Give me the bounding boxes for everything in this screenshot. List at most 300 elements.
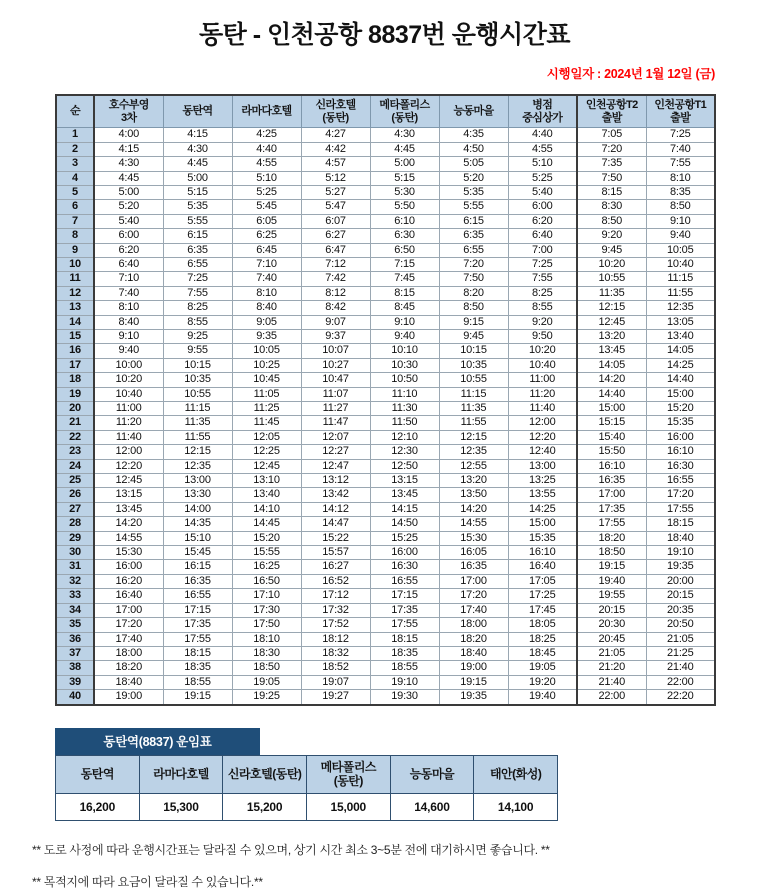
departure-time-cell: 20:50	[646, 618, 715, 632]
departure-time-cell: 14:55	[439, 517, 508, 531]
departure-time-cell: 6:25	[232, 229, 301, 243]
departure-time-cell: 11:25	[232, 402, 301, 416]
timetable-col-header: 라마다호텔	[232, 95, 301, 128]
fare-value-cell: 14,600	[390, 793, 474, 820]
table-row	[56, 157, 715, 171]
fare-col-header: 능동마을	[390, 755, 474, 793]
departure-time-cell: 16:10	[508, 546, 577, 560]
departure-time-cell: 13:15	[370, 474, 439, 488]
departure-time-cell: 7:42	[301, 272, 370, 286]
departure-time-cell: 7:40	[94, 286, 163, 300]
departure-time-cell: 11:30	[370, 402, 439, 416]
departure-time-cell: 9:40	[370, 329, 439, 343]
timetable-col-header: 순	[56, 95, 94, 128]
departure-time-cell: 4:27	[301, 128, 370, 142]
departure-time-cell: 18:55	[370, 661, 439, 675]
departure-time-cell: 8:10	[94, 301, 163, 315]
departure-time-cell: 15:00	[577, 402, 646, 416]
timetable-col-header: 신라호텔 (동탄)	[301, 95, 370, 128]
row-index-cell: 33	[56, 589, 94, 603]
departure-time-cell: 9:10	[370, 315, 439, 329]
departure-time-cell: 18:45	[508, 646, 577, 660]
departure-time-cell: 8:12	[301, 286, 370, 300]
departure-time-cell: 7:05	[577, 128, 646, 142]
departure-time-cell: 13:45	[94, 502, 163, 516]
departure-time-cell: 16:10	[646, 445, 715, 459]
row-index-cell: 18	[56, 373, 94, 387]
departure-time-cell: 16:25	[232, 560, 301, 574]
departure-time-cell: 11:50	[370, 416, 439, 430]
departure-time-cell: 8:55	[508, 301, 577, 315]
departure-time-cell: 19:30	[370, 690, 439, 705]
departure-time-cell: 11:15	[439, 387, 508, 401]
departure-time-cell: 9:35	[232, 329, 301, 343]
row-index-cell: 35	[56, 618, 94, 632]
row-index-cell: 34	[56, 603, 94, 617]
timetable-col-header: 메타폴리스 (동탄)	[370, 95, 439, 128]
fare-value-cell: 16,200	[56, 793, 140, 820]
departure-time-cell: 11:40	[94, 430, 163, 444]
departure-time-cell: 4:35	[439, 128, 508, 142]
table-row	[56, 574, 715, 588]
departure-time-cell: 8:55	[163, 315, 232, 329]
departure-time-cell: 17:50	[232, 618, 301, 632]
table-row	[56, 445, 715, 459]
departure-time-cell: 14:25	[646, 358, 715, 372]
table-row	[56, 632, 715, 646]
departure-time-cell: 6:40	[94, 257, 163, 271]
departure-time-cell: 12:00	[508, 416, 577, 430]
departure-time-cell: 16:55	[163, 589, 232, 603]
departure-time-cell: 19:55	[577, 589, 646, 603]
departure-time-cell: 13:15	[94, 488, 163, 502]
row-index-cell: 40	[56, 690, 94, 705]
departure-time-cell: 12:40	[508, 445, 577, 459]
departure-time-cell: 4:45	[370, 142, 439, 156]
row-index-cell: 22	[56, 430, 94, 444]
departure-time-cell: 6:47	[301, 243, 370, 257]
table-row	[56, 373, 715, 387]
table-row	[56, 200, 715, 214]
departure-time-cell: 7:00	[508, 243, 577, 257]
departure-time-cell: 10:05	[232, 344, 301, 358]
departure-time-cell: 6:00	[508, 200, 577, 214]
departure-time-cell: 18:35	[163, 661, 232, 675]
departure-time-cell: 20:45	[577, 632, 646, 646]
departure-time-cell: 6:55	[163, 257, 232, 271]
timetable-header	[56, 95, 715, 128]
departure-time-cell: 22:20	[646, 690, 715, 705]
departure-time-cell: 18:40	[439, 646, 508, 660]
timetable-col-header: 호수부영 3차	[94, 95, 163, 128]
departure-time-cell: 10:35	[439, 358, 508, 372]
departure-time-cell: 12:07	[301, 430, 370, 444]
departure-time-cell: 5:50	[370, 200, 439, 214]
departure-time-cell: 14:00	[163, 502, 232, 516]
table-row	[56, 344, 715, 358]
departure-time-cell: 19:15	[163, 690, 232, 705]
row-index-cell: 32	[56, 574, 94, 588]
table-row	[56, 690, 715, 705]
departure-time-cell: 5:15	[163, 185, 232, 199]
departure-time-cell: 6:20	[508, 214, 577, 228]
fare-value-cell: 15,000	[306, 793, 390, 820]
departure-time-cell: 4:25	[232, 128, 301, 142]
departure-time-cell: 15:45	[163, 546, 232, 560]
departure-time-cell: 15:00	[646, 387, 715, 401]
departure-time-cell: 11:45	[232, 416, 301, 430]
departure-time-cell: 18:15	[163, 646, 232, 660]
fare-banner-title: 동탄역(8837) 운임표	[55, 728, 260, 755]
departure-time-cell: 8:50	[646, 200, 715, 214]
departure-time-cell: 20:35	[646, 603, 715, 617]
row-index-cell: 15	[56, 329, 94, 343]
departure-time-cell: 14:40	[577, 387, 646, 401]
row-index-cell: 10	[56, 257, 94, 271]
departure-time-cell: 5:15	[370, 171, 439, 185]
table-row	[56, 459, 715, 473]
departure-time-cell: 5:55	[439, 200, 508, 214]
departure-time-cell: 7:55	[646, 157, 715, 171]
departure-time-cell: 6:15	[163, 229, 232, 243]
row-index-cell: 17	[56, 358, 94, 372]
departure-time-cell: 21:40	[646, 661, 715, 675]
departure-time-cell: 19:27	[301, 690, 370, 705]
row-index-cell: 30	[56, 546, 94, 560]
departure-time-cell: 10:40	[94, 387, 163, 401]
departure-time-cell: 16:05	[439, 546, 508, 560]
departure-time-cell: 9:40	[646, 229, 715, 243]
departure-time-cell: 14:20	[577, 373, 646, 387]
departure-time-cell: 7:15	[370, 257, 439, 271]
departure-time-cell: 7:55	[508, 272, 577, 286]
departure-time-cell: 17:00	[577, 488, 646, 502]
fare-header-row	[56, 755, 558, 793]
departure-time-cell: 6:05	[232, 214, 301, 228]
departure-time-cell: 18:32	[301, 646, 370, 660]
departure-time-cell: 14:45	[232, 517, 301, 531]
departure-time-cell: 14:10	[232, 502, 301, 516]
departure-time-cell: 7:35	[577, 157, 646, 171]
departure-time-cell: 14:40	[646, 373, 715, 387]
departure-time-cell: 7:25	[646, 128, 715, 142]
departure-time-cell: 8:25	[163, 301, 232, 315]
departure-time-cell: 5:25	[508, 171, 577, 185]
table-row	[56, 142, 715, 156]
departure-time-cell: 4:42	[301, 142, 370, 156]
departure-time-cell: 17:20	[646, 488, 715, 502]
departure-time-cell: 11:15	[646, 272, 715, 286]
row-index-cell: 14	[56, 315, 94, 329]
departure-time-cell: 18:50	[577, 546, 646, 560]
departure-time-cell: 7:12	[301, 257, 370, 271]
departure-time-cell: 21:25	[646, 646, 715, 660]
departure-time-cell: 5:20	[94, 200, 163, 214]
departure-time-cell: 10:27	[301, 358, 370, 372]
departure-time-cell: 7:40	[646, 142, 715, 156]
departure-time-cell: 4:40	[232, 142, 301, 156]
fare-col-header: 태안(화성)	[474, 755, 558, 793]
departure-time-cell: 12:05	[232, 430, 301, 444]
departure-time-cell: 13:20	[577, 329, 646, 343]
departure-time-cell: 12:35	[646, 301, 715, 315]
departure-time-cell: 7:10	[232, 257, 301, 271]
departure-time-cell: 17:55	[577, 517, 646, 531]
row-index-cell: 16	[56, 344, 94, 358]
departure-time-cell: 17:35	[163, 618, 232, 632]
table-row	[56, 301, 715, 315]
departure-time-cell: 20:30	[577, 618, 646, 632]
departure-time-cell: 12:50	[370, 459, 439, 473]
departure-time-cell: 9:20	[508, 315, 577, 329]
departure-time-cell: 17:30	[232, 603, 301, 617]
page-title: 동탄 - 인천공항 8837번 운행시간표	[198, 21, 571, 49]
row-index-cell: 29	[56, 531, 94, 545]
departure-time-cell: 18:10	[232, 632, 301, 646]
table-row	[56, 128, 715, 142]
departure-time-cell: 22:00	[577, 690, 646, 705]
row-index-cell: 31	[56, 560, 94, 574]
departure-time-cell: 5:47	[301, 200, 370, 214]
departure-time-cell: 15:15	[577, 416, 646, 430]
departure-time-cell: 13:25	[508, 474, 577, 488]
departure-time-cell: 4:15	[163, 128, 232, 142]
departure-time-cell: 12:45	[577, 315, 646, 329]
timetable-col-header: 능동마을	[439, 95, 508, 128]
departure-time-cell: 11:10	[370, 387, 439, 401]
departure-time-cell: 4:15	[94, 142, 163, 156]
departure-time-cell: 17:32	[301, 603, 370, 617]
departure-time-cell: 16:55	[370, 574, 439, 588]
departure-time-cell: 14:20	[94, 517, 163, 531]
departure-time-cell: 19:05	[508, 661, 577, 675]
departure-time-cell: 12:15	[439, 430, 508, 444]
departure-time-cell: 18:20	[577, 531, 646, 545]
table-row	[56, 229, 715, 243]
timetable-body	[56, 128, 715, 705]
fare-value-cell: 15,200	[223, 793, 307, 820]
table-row	[56, 646, 715, 660]
departure-time-cell: 12:47	[301, 459, 370, 473]
departure-time-cell: 18:00	[94, 646, 163, 660]
departure-time-cell: 10:15	[439, 344, 508, 358]
departure-time-cell: 18:05	[508, 618, 577, 632]
departure-time-cell: 16:52	[301, 574, 370, 588]
departure-time-cell: 8:50	[439, 301, 508, 315]
effective-date-row	[0, 64, 769, 82]
departure-time-cell: 14:12	[301, 502, 370, 516]
table-row	[56, 257, 715, 271]
departure-time-cell: 10:10	[370, 344, 439, 358]
departure-time-cell: 5:05	[439, 157, 508, 171]
departure-time-cell: 14:15	[370, 502, 439, 516]
departure-time-cell: 11:00	[508, 373, 577, 387]
fare-col-header: 메타폴리스 (동탄)	[306, 755, 390, 793]
row-index-cell: 19	[56, 387, 94, 401]
row-index-cell: 37	[56, 646, 94, 660]
departure-time-cell: 19:10	[646, 546, 715, 560]
departure-time-cell: 13:50	[439, 488, 508, 502]
departure-time-cell: 8:35	[646, 185, 715, 199]
departure-time-cell: 8:40	[232, 301, 301, 315]
departure-time-cell: 5:00	[370, 157, 439, 171]
timetable-col-header: 병점 중심상가	[508, 95, 577, 128]
departure-time-cell: 8:42	[301, 301, 370, 315]
departure-time-cell: 15:20	[232, 531, 301, 545]
departure-time-cell: 6:15	[439, 214, 508, 228]
departure-time-cell: 8:25	[508, 286, 577, 300]
departure-time-cell: 16:40	[508, 560, 577, 574]
departure-time-cell: 6:45	[232, 243, 301, 257]
row-index-cell: 11	[56, 272, 94, 286]
departure-time-cell: 19:05	[232, 675, 301, 689]
departure-time-cell: 21:40	[577, 675, 646, 689]
departure-time-cell: 19:00	[94, 690, 163, 705]
row-index-cell: 2	[56, 142, 94, 156]
departure-time-cell: 13:00	[163, 474, 232, 488]
row-index-cell: 3	[56, 157, 94, 171]
departure-time-cell: 5:20	[439, 171, 508, 185]
departure-time-cell: 13:45	[370, 488, 439, 502]
departure-time-cell: 11:35	[439, 402, 508, 416]
departure-time-cell: 5:10	[508, 157, 577, 171]
departure-time-cell: 22:00	[646, 675, 715, 689]
departure-time-cell: 5:10	[232, 171, 301, 185]
departure-time-cell: 6:55	[439, 243, 508, 257]
departure-time-cell: 14:50	[370, 517, 439, 531]
departure-time-cell: 5:35	[439, 185, 508, 199]
departure-time-cell: 13:12	[301, 474, 370, 488]
departure-time-cell: 18:15	[646, 517, 715, 531]
departure-time-cell: 15:30	[439, 531, 508, 545]
table-row	[56, 502, 715, 516]
departure-time-cell: 9:15	[439, 315, 508, 329]
departure-time-cell: 21:05	[646, 632, 715, 646]
table-row	[56, 272, 715, 286]
departure-time-cell: 5:45	[232, 200, 301, 214]
fare-section	[55, 728, 558, 821]
departure-time-cell: 17:40	[94, 632, 163, 646]
table-row	[56, 185, 715, 199]
departure-time-cell: 5:30	[370, 185, 439, 199]
departure-time-cell: 18:00	[439, 618, 508, 632]
departure-time-cell: 4:40	[508, 128, 577, 142]
departure-time-cell: 11:55	[646, 286, 715, 300]
table-row	[56, 358, 715, 372]
departure-time-cell: 7:45	[370, 272, 439, 286]
bus-timetable	[55, 94, 716, 706]
departure-time-cell: 20:15	[577, 603, 646, 617]
departure-time-cell: 11:55	[163, 430, 232, 444]
departure-time-cell: 8:30	[577, 200, 646, 214]
table-row	[56, 589, 715, 603]
departure-time-cell: 15:35	[508, 531, 577, 545]
fare-table	[55, 755, 558, 821]
departure-time-cell: 18:30	[232, 646, 301, 660]
departure-time-cell: 17:20	[94, 618, 163, 632]
departure-time-cell: 19:15	[577, 560, 646, 574]
table-row	[56, 243, 715, 257]
fare-col-header: 동탄역	[56, 755, 140, 793]
fare-value-row	[56, 793, 558, 820]
departure-time-cell: 10:05	[646, 243, 715, 257]
table-row	[56, 517, 715, 531]
departure-time-cell: 8:50	[577, 214, 646, 228]
departure-time-cell: 16:27	[301, 560, 370, 574]
row-index-cell: 5	[56, 185, 94, 199]
departure-time-cell: 7:10	[94, 272, 163, 286]
departure-time-cell: 10:15	[163, 358, 232, 372]
departure-time-cell: 17:00	[439, 574, 508, 588]
departure-time-cell: 6:10	[370, 214, 439, 228]
departure-time-cell: 15:30	[94, 546, 163, 560]
departure-time-cell: 16:50	[232, 574, 301, 588]
departure-time-cell: 19:07	[301, 675, 370, 689]
departure-time-cell: 16:35	[439, 560, 508, 574]
fare-value-cell: 14,100	[474, 793, 558, 820]
departure-time-cell: 4:45	[94, 171, 163, 185]
departure-time-cell: 17:55	[646, 502, 715, 516]
departure-time-cell: 11:35	[163, 416, 232, 430]
departure-time-cell: 11:20	[508, 387, 577, 401]
departure-time-cell: 10:45	[232, 373, 301, 387]
departure-time-cell: 12:10	[370, 430, 439, 444]
departure-time-cell: 17:00	[94, 603, 163, 617]
effective-date: 시행일자 : 2024년 1월 12일 (금)	[546, 67, 715, 81]
table-row	[56, 286, 715, 300]
departure-time-cell: 19:35	[439, 690, 508, 705]
departure-time-cell: 6:27	[301, 229, 370, 243]
departure-time-cell: 13:55	[508, 488, 577, 502]
departure-time-cell: 14:35	[163, 517, 232, 531]
departure-time-cell: 10:07	[301, 344, 370, 358]
departure-time-cell: 9:07	[301, 315, 370, 329]
departure-time-cell: 17:45	[508, 603, 577, 617]
departure-time-cell: 6:30	[370, 229, 439, 243]
departure-time-cell: 8:40	[94, 315, 163, 329]
departure-time-cell: 9:50	[508, 329, 577, 343]
departure-time-cell: 12:55	[439, 459, 508, 473]
departure-time-cell: 19:25	[232, 690, 301, 705]
departure-time-cell: 17:12	[301, 589, 370, 603]
departure-time-cell: 8:15	[370, 286, 439, 300]
table-row	[56, 488, 715, 502]
row-index-cell: 38	[56, 661, 94, 675]
departure-time-cell: 10:55	[163, 387, 232, 401]
departure-time-cell: 13:40	[232, 488, 301, 502]
table-row	[56, 171, 715, 185]
departure-time-cell: 5:40	[508, 185, 577, 199]
departure-time-cell: 18:40	[94, 675, 163, 689]
departure-time-cell: 17:15	[370, 589, 439, 603]
table-row	[56, 603, 715, 617]
departure-time-cell: 15:25	[370, 531, 439, 545]
departure-time-cell: 9:37	[301, 329, 370, 343]
departure-time-cell: 8:45	[370, 301, 439, 315]
departure-time-cell: 11:40	[508, 402, 577, 416]
departure-time-cell: 15:00	[508, 517, 577, 531]
departure-time-cell: 16:10	[577, 459, 646, 473]
row-index-cell: 25	[56, 474, 94, 488]
departure-time-cell: 6:50	[370, 243, 439, 257]
departure-time-cell: 7:55	[163, 286, 232, 300]
table-row	[56, 531, 715, 545]
departure-time-cell: 9:55	[163, 344, 232, 358]
table-row	[56, 329, 715, 343]
departure-time-cell: 10:25	[232, 358, 301, 372]
table-row	[56, 402, 715, 416]
departure-time-cell: 4:50	[439, 142, 508, 156]
